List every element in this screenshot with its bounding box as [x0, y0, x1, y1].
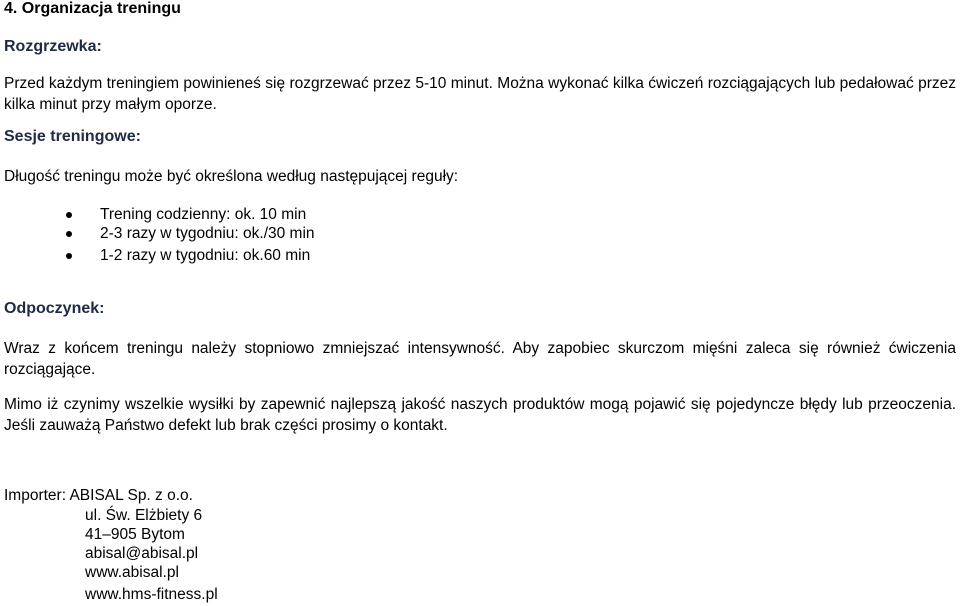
- warmup-heading: Rozgrzewka:: [4, 38, 102, 55]
- sessions-intro: Długość treningu może być określona według następującej reguły:: [4, 168, 459, 185]
- sessions-heading: Sesje treningowe:: [4, 128, 141, 145]
- bullet-icon: [66, 253, 72, 259]
- list-item-label: Trening codzienny: ok. 10 min: [100, 206, 307, 223]
- importer-postal: 41–905 Bytom: [85, 526, 185, 543]
- rest-heading: Odpoczynek:: [4, 300, 105, 317]
- rest-paragraph-2: Mimo iż czynimy wszelkie wysiłki by zapewnić najlepszą jakość naszych produktów mogą pojawić się pojedyncze błędy lub przeoczenia. Jeśli zauważą Państwo defekt lub brak części prosimy o kontakt.: [4, 396, 956, 434]
- bullet-icon: [66, 231, 72, 237]
- bullet-icon: [66, 212, 72, 218]
- list-item-label: 1-2 razy w tygodniu: ok.60 min: [100, 247, 311, 264]
- importer-website-1: www.abisal.pl: [85, 564, 179, 581]
- importer-label: Importer: ABISAL Sp. z o.o.: [4, 487, 193, 504]
- rest-paragraph-1: Wraz z końcem treningu należy stopniowo zmniejszać intensywność. Aby zapobiec skurczom mięśni zaleca się również ćwiczenia rozciągające.: [4, 340, 956, 378]
- importer-street: ul. Św. Elżbiety 6: [85, 507, 203, 524]
- warmup-paragraph: Przed każdym treningiem powinieneś się rozgrzewać przez 5-10 minut. Można wykonać kilka ćwiczeń rozciągających lub pedałować przez kilka minut przy małym oporze.: [4, 75, 956, 113]
- importer-email: abisal@abisal.pl: [85, 545, 199, 562]
- list-item-label: 2-3 razy w tygodniu: ok./30 min: [100, 225, 315, 242]
- importer-website-2: www.hms-fitness.pl: [85, 586, 218, 603]
- section-title: 4. Organizacja treningu: [4, 0, 181, 17]
